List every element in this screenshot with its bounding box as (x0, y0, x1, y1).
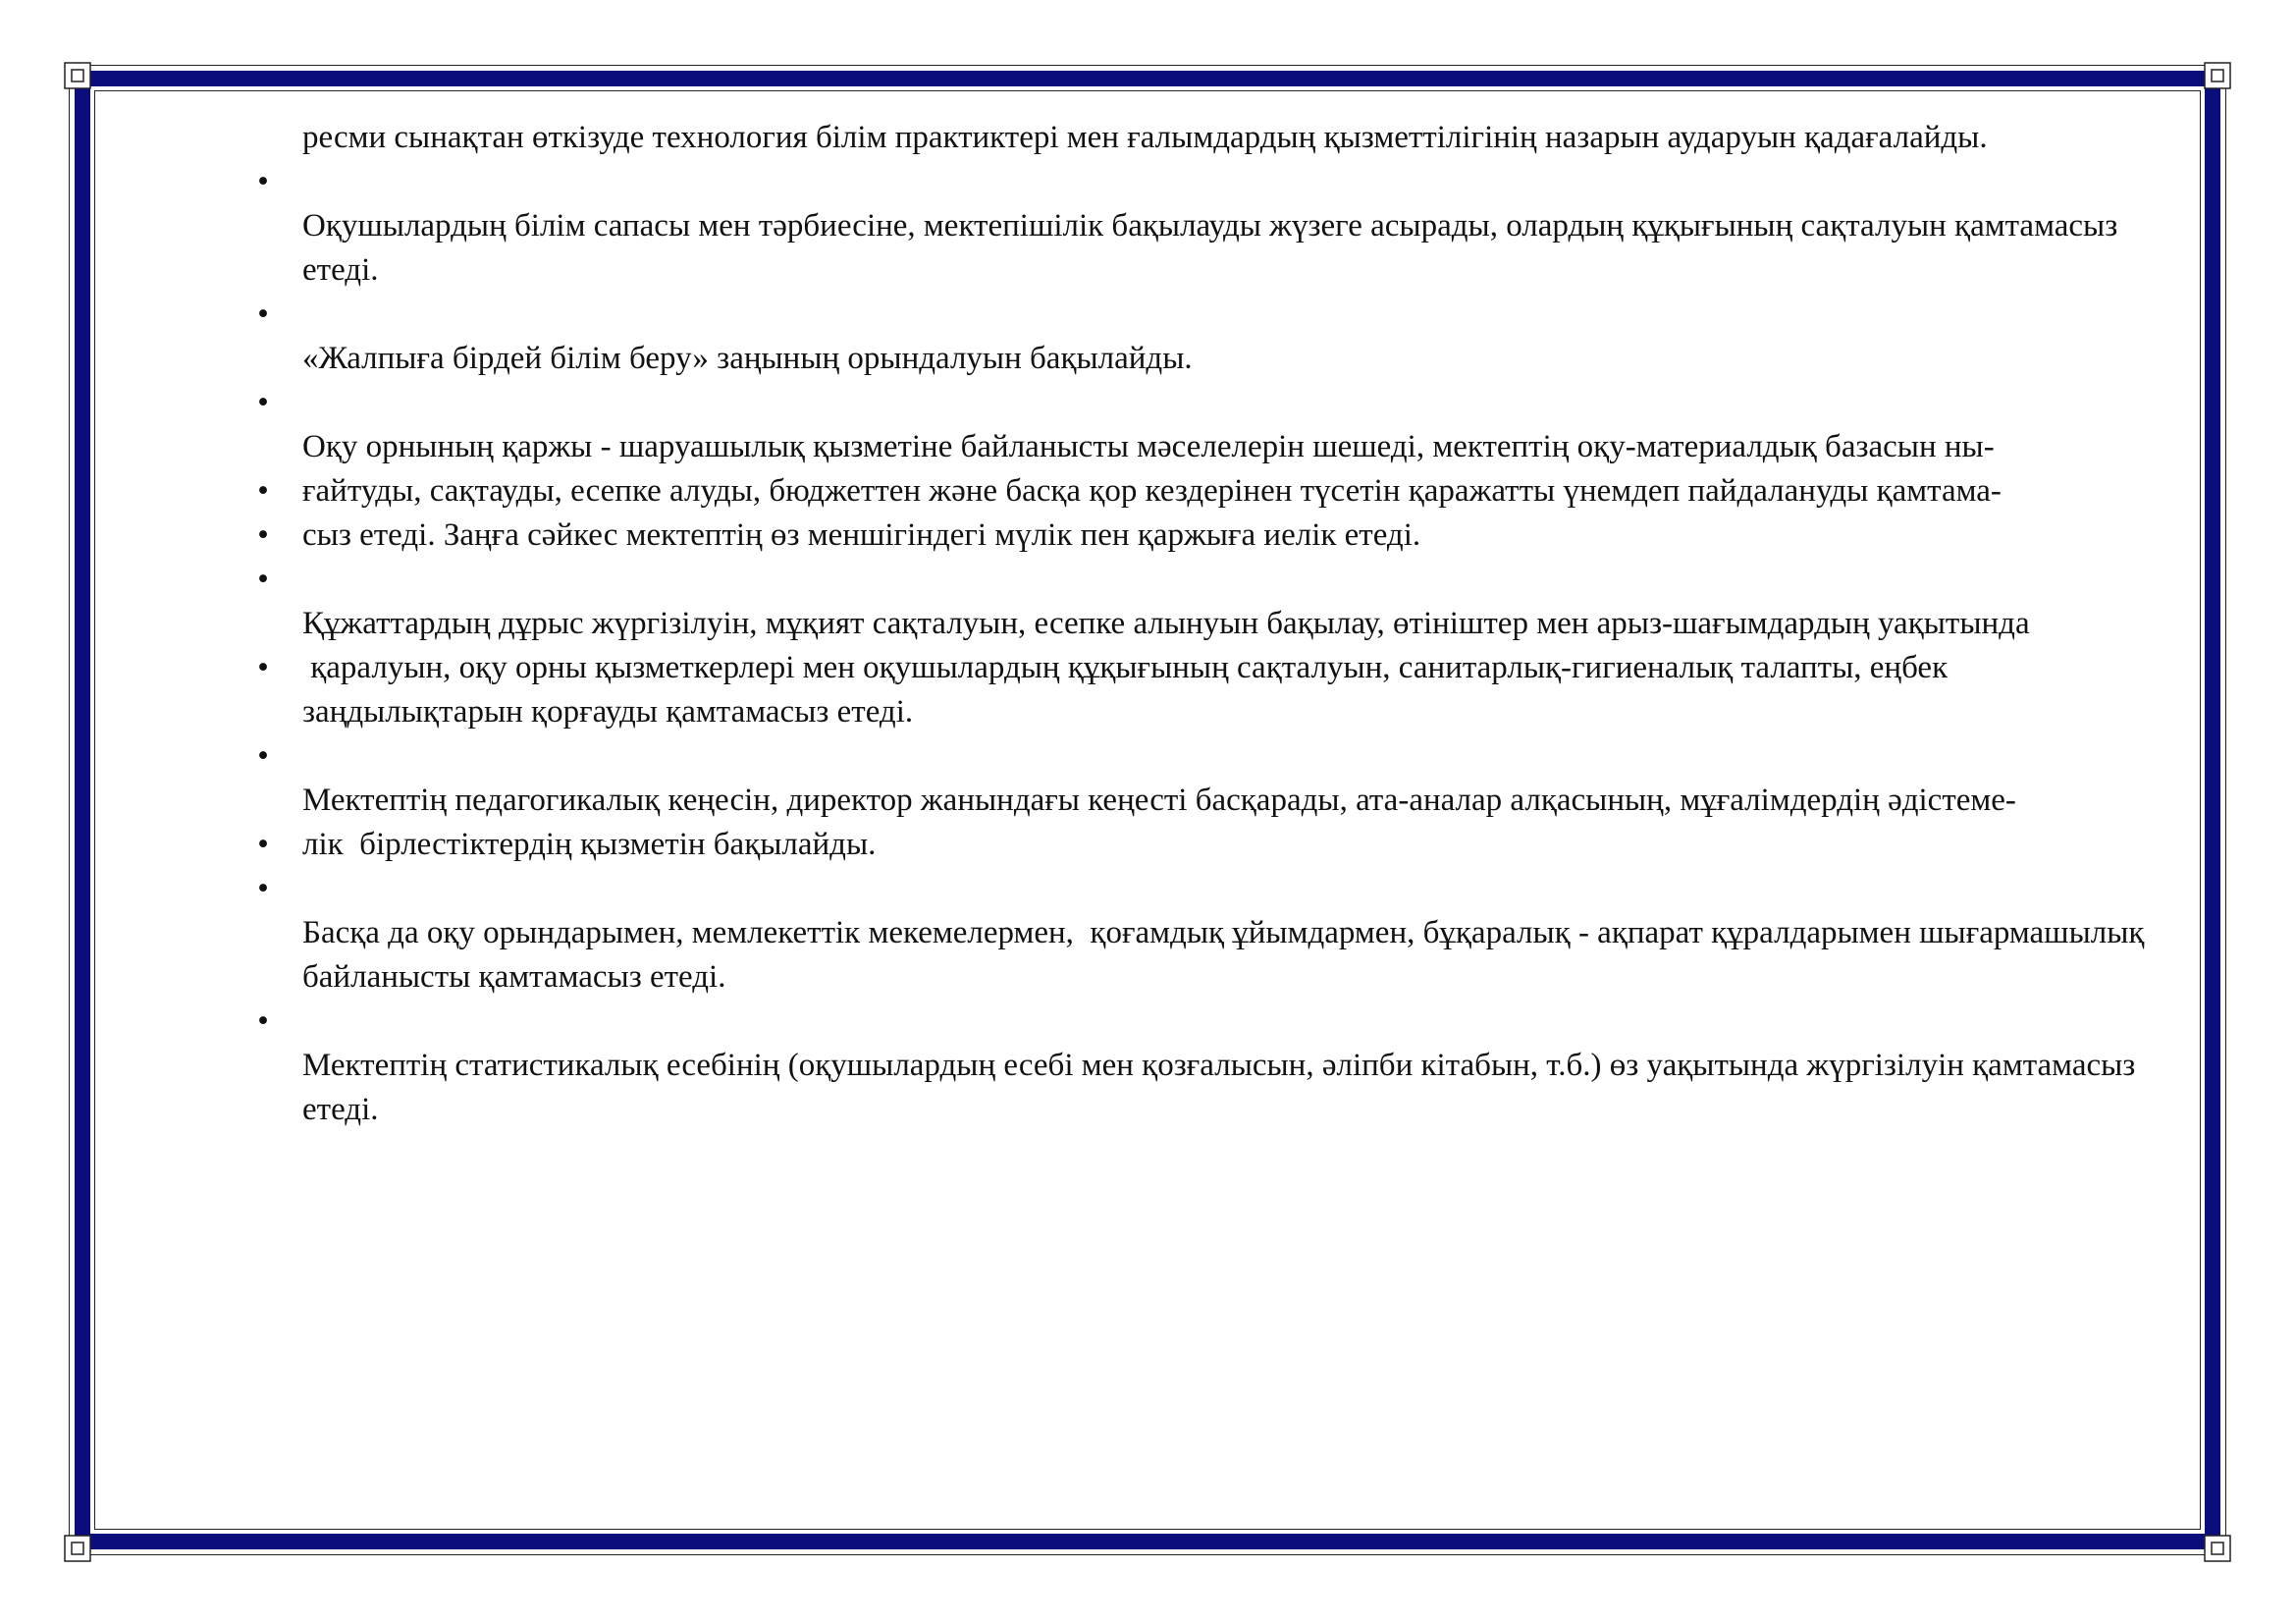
paragraph-line (245, 425, 2160, 469)
bullet-marker: • (257, 738, 269, 774)
frame-corner-ornament (2203, 1534, 2232, 1563)
line-text: «Жалпыға бірдей білім беру» заңының орындалуын бақылайды. (302, 341, 1193, 376)
paragraph-line (245, 337, 2160, 381)
bullet-marker: • (257, 562, 269, 597)
bullet-marker: • (257, 871, 269, 906)
bullet-list-item (245, 469, 2160, 514)
line-text: сыз етеді. Заңға сәйкес мектептің өз меншігіндегі мүлік пен қаржыға иелік етеді. (302, 517, 1421, 553)
bullet-marker: • (257, 827, 269, 862)
bullet-list-item (245, 734, 2160, 779)
line-text: қаралуын, оқу орны қызметкерлері мен оқушылардың құқығының сақталуын, санитарлық-гигиеналық талапты, еңбек заңдылықтарын қорғауды қамтамасыз етеді. (302, 650, 1956, 730)
frame-corner-ornament (63, 61, 92, 90)
paragraph-line (245, 1044, 2160, 1132)
frame-corner-ornament (2203, 61, 2232, 90)
bullet-list-item (245, 867, 2160, 911)
bullet-marker: • (257, 385, 269, 420)
line-text: Мектептің педагогикалық кеңесін, директор жанындағы кеңесті басқарады, ата-аналар алқасының, мұғалімдердің әдістеме- (302, 783, 2016, 818)
bullet-list-item (245, 646, 2160, 734)
bullet-marker: • (257, 164, 269, 199)
line-text: лік бірлестіктердің қызметін бақылайды. (302, 827, 877, 862)
bullet-list-item (245, 381, 2160, 425)
line-text: Басқа да оқу орындарымен, мемлекеттік мекемелермен, қоғамдық ұйымдармен, бұқаралық - ақпарат құралдарымен шығармашылық байланысты қамтамасыз етеді. (302, 915, 2153, 995)
document-body (245, 116, 2160, 1132)
frame-corner-ornament (63, 1534, 92, 1563)
bullet-list-item (245, 1000, 2160, 1044)
paragraph-line (245, 779, 2160, 823)
paragraph-line (245, 116, 2160, 160)
bullet-list-item (245, 293, 2160, 337)
paragraph-line (245, 204, 2160, 293)
paragraph-line (245, 911, 2160, 1000)
bullet-list-item (245, 558, 2160, 602)
line-text: ресми сынақтан өткізуде технология білім практиктері мен ғалымдардың қызметтілігінің назарын аударуын қадағалайды. (302, 120, 1988, 155)
line-text: Мектептің статистикалық есебінің (оқушылардың есебі мен қозғалысын, әліпби кітабын, т.б.) өз уақытында жүргізілуін қамтамасыз етеді. (302, 1048, 2144, 1127)
bullet-marker: • (257, 1003, 269, 1039)
bullet-list-item (245, 823, 2160, 867)
bullet-list-item (245, 514, 2160, 558)
line-text: Оқушылардың білім сапасы мен тәрбиесіне, мектепішілік бақылауды жүзеге асырады, олардың құқығының сақталуын қамтамасыз етеді. (302, 208, 2126, 288)
line-text: Оқу орнының қаржы - шаруашылық қызметіне байланысты мәселелерін шешеді, мектептің оқу-материалдық базасын ны- (302, 429, 1995, 464)
line-text: ғайтуды, сақтауды, есепке алуды, бюджеттен және басқа қор кездерінен түсетін қаражатты үнемдеп пайдалануды қамтама- (302, 473, 2002, 509)
bullet-list-item (245, 160, 2160, 204)
bullet-marker: • (257, 297, 269, 332)
bullet-marker: • (257, 650, 269, 685)
line-text: Құжаттардың дұрыс жүргізілуін, мұқият сақталуын, есепке алынуын бақылау, өтініштер мен арыз-шағымдардың уақытында (302, 606, 2030, 641)
bullet-marker: • (257, 473, 269, 509)
paragraph-line (245, 602, 2160, 646)
bullet-marker: • (257, 517, 269, 553)
